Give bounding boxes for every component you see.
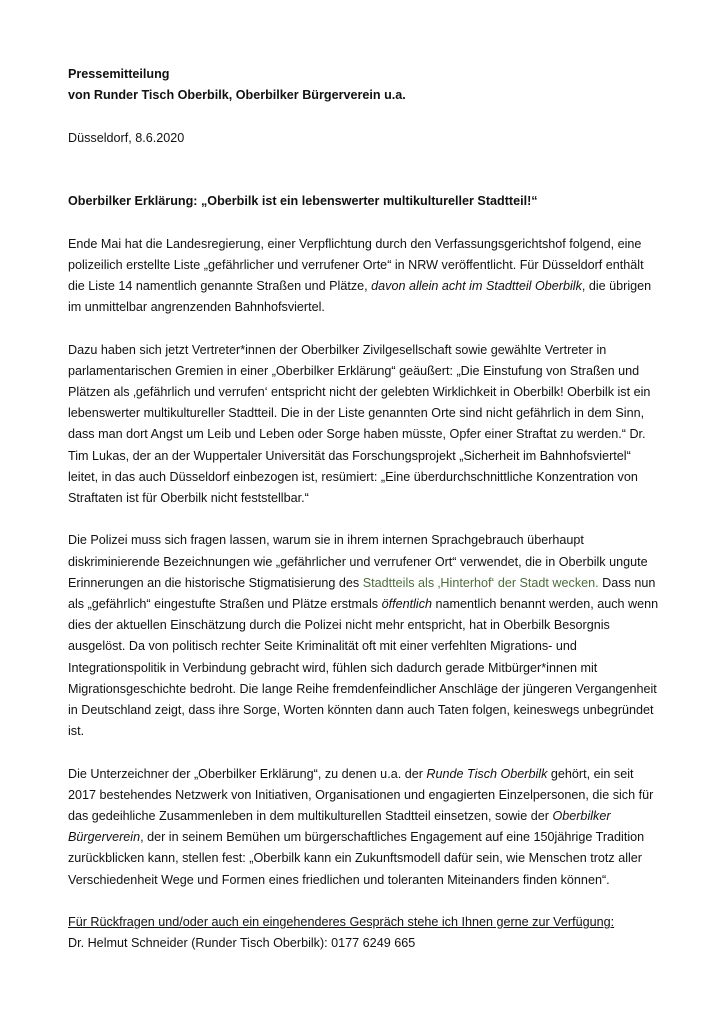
paragraph-3-text-b: Dass nun als „gefährlich“ eingestufte Straßen und Plätze erstmals [68,575,656,611]
paragraph-4 [68,764,660,891]
paragraph-3-text-c: namentlich benannt werden, auch wenn dies der aktuellen Einschätzung durch die Polizei nicht mehr entspricht, hat in Oberbilk Besorgnis ausgelöst. Da von politisch rechter Seite Kriminalität oft mit einer verfehlten Migrations- und Integrationspolitik in Verbindung gebracht wird, fühlen sich dadurch gerade Mitbürger*innen mit Migrationsgeschichte bedroht. Die lange Reihe fremdenfeindlicher Anschläge der jüngeren Vergangenheit in Deutschland zeigt, dass ihre Sorge, Worten könnten dann auch Taten folgen, keineswegs unbegründet ist. [68,597,659,739]
contact-heading: Für Rückfragen und/oder auch ein eingehenderes Gespräch stehe ich Ihnen gerne zur Verfügung: [68,915,615,930]
paragraph-3-text-a: Die Polizei muss sich fragen lassen, warum sie in ihrem internen Sprachgebrauch überhaupt diskriminierende Bezeichnungen wie „gefährlicher und verrufener Ort“ verwendet, die in Oberbilk ungute Erinnerungen an die historische Stigmatisierung des [68,533,648,590]
document-type-title: Pressemitteilung [68,67,170,81]
paragraph-3 [68,530,660,742]
dateline: Düsseldorf, 8.6.2020 [68,130,185,145]
paragraph-2: Dazu haben sich jetzt Vertreter*innen der Oberbilker Zivilgesellschaft sowie gewählte Vertreter in parlamentarischen Gremien in einer „Oberbilker Erklärung“ geäußert: „Die Einstufung von Straßen und Plätzen als ‚gefährlich und verrufen‘ entspricht nicht der gelebten Wirklichkeit in Oberbilk! Oberbilk ist ein lebenswerter multikultureller Stadtteil. Die in der Liste genannten Orte sind nicht gefährlich in dem Sinn, dass man dort Angst um Leib und Leben oder Sorge haben müsste, Opfer einer Straftat zu werden.“ Dr. Tim Lukas, der an der Wuppertaler Universität das Forschungsprojekt „Sicherheit im Bahnhofsviertel“ leitet, in das auch Düsseldorf einbezogen ist, resümiert: „Eine überdurchschnittliche Konzentration von Straftaten ist für Oberbilk nicht feststellbar.“ [68,342,651,505]
paragraph-1 [68,234,660,319]
paragraph-1-italic: davon allein acht im Stadtteil Oberbilk [371,278,582,293]
contact-line: Dr. Helmut Schneider (Runder Tisch Oberbilk): 0177 6249 665 [68,936,416,951]
paragraph-4-text-b: gehört, ein seit 2017 bestehendes Netzwerk von Initiativen, Organisationen und engagierten Einzelpersonen, die sich für das gedeihliche Zusammenleben in dem multikulturellen Stadtteil einsetzen, sowie der [68,766,654,824]
document-authors: von Runder Tisch Oberbilk, Oberbilker Bürgerverein u.a. [68,88,406,103]
press-release-page [68,64,660,954]
paragraph-4-italic-1: Runde Tisch Oberbilk [426,766,548,781]
paragraph-4-text-c: , der in seinem Bemühen um bürgerschaftliches Engagement auf eine 150jährige Tradition zurückblicken kann, stellen fest: „Oberbilk kann ein Zukunftsmodell dafür sein, wie Menschen trotz aller Verschiedenheit Wege und Formen eines friedlichen und toleranten Miteinanders finden können“. [68,830,645,887]
paragraph-3-green-text: Stadtteils als ‚Hinterhof‘ der Stadt wecken. [362,575,599,590]
paragraph-1-text-b: , die übrigen im unmittelbar angrenzenden Bahnhofsviertel. [68,278,652,315]
paragraph-4-text-a: Die Unterzeichner der „Oberbilker Erklärung“, zu denen u.a. der [68,766,427,781]
headline: Oberbilker Erklärung: „Oberbilk ist ein lebenswerter multikultureller Stadtteil!“ [68,194,538,209]
paragraph-3-italic: öffentlich [381,597,433,611]
paragraph-1-text-a: Ende Mai hat die Landesregierung, einer Verpflichtung durch den Verfassungsgerichtshof folgend, eine polizeilich erstellte Liste „gefährlicher und verrufener Orte“ in NRW veröffentlicht. Für Düsseldorf enthält die Liste 14 namentlich genannte Straßen und Plätze, [68,236,644,293]
paragraph-4-italic-2: Oberbilker Bürgerverein [68,809,611,845]
